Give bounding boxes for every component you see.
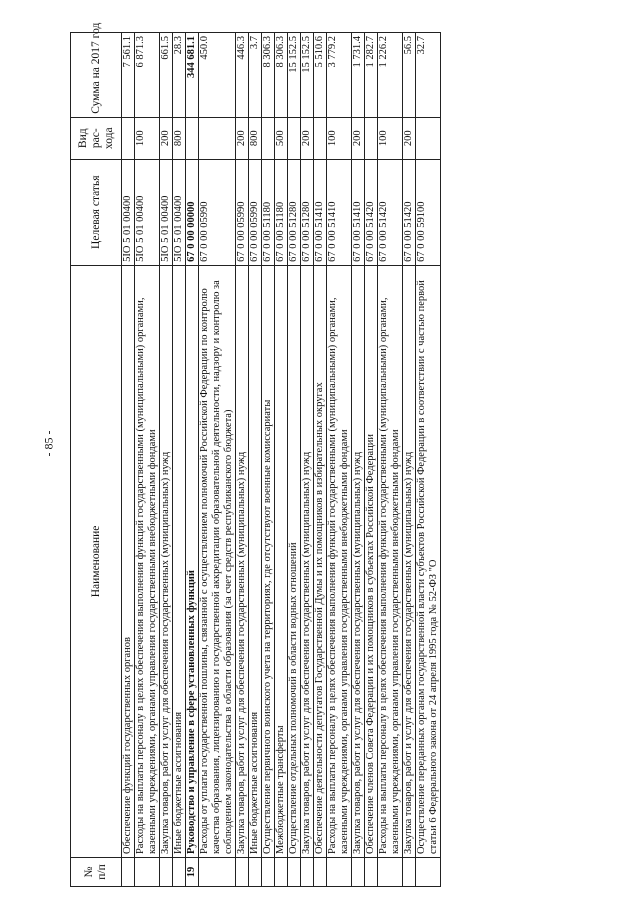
table-row <box>352 33 365 887</box>
cell-name: Обеспечение функций государственных органов <box>122 265 135 857</box>
table-row <box>378 33 403 887</box>
cell-kind: 200 <box>352 117 365 159</box>
table-header-row <box>71 33 122 887</box>
cell-sum: 32.7 <box>416 33 441 118</box>
cell-sum: 6 871.3 <box>135 33 160 118</box>
cell-sum: 8 306.3 <box>275 33 288 118</box>
rotated-page <box>70 22 620 887</box>
cell-kind: 200 <box>301 117 314 159</box>
cell-sum: 15 152.5 <box>301 33 314 118</box>
cell-name: Закупка товаров, работ и услуг для обеспечения государственных (муниципальных) нужд <box>352 265 365 857</box>
cell-sum: 450.0 <box>199 33 236 118</box>
cell-kind: 200 <box>160 117 173 159</box>
cell-name: Обеспечение членов Совета Федерации и их помощников в субъектах Российской Федерации <box>365 265 378 857</box>
cell-name: Закупка товаров, работ и услуг для обеспечения государственных (муниципальных) нужд <box>160 265 173 857</box>
cell-code: 67 0 00 51180 <box>262 159 275 265</box>
cell-kind <box>365 117 378 159</box>
table-row <box>314 33 327 887</box>
cell-sum: 15 152.5 <box>288 33 301 118</box>
cell-kind: 500 <box>275 117 288 159</box>
cell-name: Закупка товаров, работ и услуг для обеспечения государственных (муниципальных) нужд <box>301 265 314 857</box>
header-sum: Сумма на 2017 год <box>71 33 122 118</box>
cell-kind <box>199 117 236 159</box>
cell-num <box>314 858 327 887</box>
cell-sum: 3.7 <box>249 33 262 118</box>
cell-code: 67 0 00 05990 <box>236 159 249 265</box>
cell-sum: 344 681.1 <box>186 33 199 118</box>
budget-table-frame <box>70 22 620 887</box>
cell-code: 67 0 00 51420 <box>403 159 416 265</box>
cell-sum: 28.3 <box>173 33 186 118</box>
cell-code: 5IO 5 01 00400 <box>122 159 135 265</box>
cell-name: Иные бюджетные ассигнования <box>249 265 262 857</box>
cell-num <box>236 858 249 887</box>
header-num: № п/п <box>71 858 122 887</box>
cell-sum: 56.5 <box>403 33 416 118</box>
table-row <box>173 33 186 887</box>
cell-num <box>403 858 416 887</box>
table-row <box>403 33 416 887</box>
cell-kind <box>416 117 441 159</box>
cell-code: 67 0 00 51180 <box>275 159 288 265</box>
table-row <box>365 33 378 887</box>
table-row <box>275 33 288 887</box>
cell-sum: 1 731.4 <box>352 33 365 118</box>
cell-num <box>122 858 135 887</box>
cell-num <box>249 858 262 887</box>
cell-name: Закупка товаров, работ и услуг для обеспечения государственных (муниципальных) нужд <box>236 265 249 857</box>
page-number: - 85 - <box>41 430 56 457</box>
table-row <box>199 33 236 887</box>
cell-name: Иные бюджетные ассигнования <box>173 265 186 857</box>
cell-code: 67 0 00 51410 <box>352 159 365 265</box>
table-row <box>122 33 135 887</box>
table-row <box>327 33 352 887</box>
cell-kind <box>314 117 327 159</box>
cell-sum: 1 282.7 <box>365 33 378 118</box>
cell-code: 67 0 00 51410 <box>314 159 327 265</box>
cell-name: Руководство и управление в сфере установленных функций <box>186 265 199 857</box>
cell-sum: 7 561.1 <box>122 33 135 118</box>
budget-table <box>70 22 441 887</box>
cell-code: 67 0 00 05990 <box>249 159 262 265</box>
cell-name: Расходы от уплаты государственной пошлины, связанной с осуществлением полномочий Российской Федерации по контролю качества образования, лицензированию и государственной аккредитации образовательной деятельности, надзору и контролю за соблюдением законодательства в области образования (за счет средств республиканского бюджета) <box>199 265 236 857</box>
cell-num <box>416 858 441 887</box>
cell-sum: 5 510.6 <box>314 33 327 118</box>
cell-num <box>275 858 288 887</box>
cell-kind: 800 <box>249 117 262 159</box>
table-body <box>122 33 441 887</box>
table-row <box>262 33 275 887</box>
cell-code: 67 0 00 51410 <box>327 159 352 265</box>
cell-kind: 100 <box>378 117 403 159</box>
header-kind: Вид рас-хода <box>71 117 122 159</box>
table-row <box>135 33 160 887</box>
cell-sum: 446.3 <box>236 33 249 118</box>
header-code: Целевая статья <box>71 159 122 265</box>
cell-kind: 200 <box>403 117 416 159</box>
cell-num: 19 <box>186 858 199 887</box>
cell-name: Расходы на выплаты персоналу в целях обеспечения выполнения функций государственными (муниципальными) органами, казенными учреждениями, органами управления государственными внебюджетными фондами <box>135 265 160 857</box>
cell-code: 67 0 00 51280 <box>288 159 301 265</box>
table-row <box>160 33 173 887</box>
table-row <box>301 33 314 887</box>
cell-code: 67 0 00 00000 <box>186 159 199 265</box>
cell-name: Осуществление переданных органам государственной власти субъектов Российской Федерации в соответствии с частью первой статьи 6 Федерального закона от 24 апреля 1995 года № 52-ФЗ "О <box>416 265 441 857</box>
cell-num <box>199 858 236 887</box>
cell-num <box>160 858 173 887</box>
cell-code: 5IO 5 01 00400 <box>160 159 173 265</box>
cell-num <box>352 858 365 887</box>
table-row <box>416 33 441 887</box>
cell-code: 67 0 00 51420 <box>378 159 403 265</box>
cell-code: 67 0 00 05990 <box>199 159 236 265</box>
cell-num <box>378 858 403 887</box>
cell-num <box>327 858 352 887</box>
cell-kind: 100 <box>327 117 352 159</box>
cell-sum: 661.5 <box>160 33 173 118</box>
cell-name: Закупка товаров, работ и услуг для обеспечения государственных (муниципальных) нужд <box>403 265 416 857</box>
cell-sum: 1 226.2 <box>378 33 403 118</box>
cell-name: Расходы на выплаты персоналу в целях обеспечения выполнения функций государственными (муниципальными) органами, казенными учреждениями, органами управления государственными внебюджетными фондами <box>378 265 403 857</box>
cell-kind <box>186 117 199 159</box>
cell-code: 5IO 5 01 00400 <box>135 159 160 265</box>
header-name: Наименование <box>71 265 122 857</box>
table-row <box>186 33 199 887</box>
cell-kind: 200 <box>236 117 249 159</box>
cell-code: 67 0 00 59100 <box>416 159 441 265</box>
cell-kind: 800 <box>173 117 186 159</box>
cell-name: Расходы на выплаты персоналу в целях обеспечения выполнения функций государственными (муниципальными) органами, казенными учреждениями, органами управления государственными внебюджетными фондами <box>327 265 352 857</box>
cell-kind <box>262 117 275 159</box>
cell-name: Осуществление первичного воинского учета на территориях, где отсутствуют военные комиссариаты <box>262 265 275 857</box>
cell-name: Межбюджетные трансферты <box>275 265 288 857</box>
table-row <box>249 33 262 887</box>
cell-name: Осуществление отдельных полномочий в области водных отношений <box>288 265 301 857</box>
cell-num <box>173 858 186 887</box>
cell-sum: 8 306.3 <box>262 33 275 118</box>
cell-name: Обеспечение деятельности депутатов Государственной Думы и их помощников в избирательных округах <box>314 265 327 857</box>
cell-kind: 100 <box>135 117 160 159</box>
cell-num <box>365 858 378 887</box>
cell-code: 67 0 00 51280 <box>301 159 314 265</box>
cell-num <box>135 858 160 887</box>
cell-code: 67 0 00 51420 <box>365 159 378 265</box>
cell-kind <box>122 117 135 159</box>
table-row <box>236 33 249 887</box>
table-row <box>288 33 301 887</box>
cell-kind <box>288 117 301 159</box>
cell-sum: 3 779.2 <box>327 33 352 118</box>
cell-code: 5IO 5 01 00400 <box>173 159 186 265</box>
cell-num <box>262 858 275 887</box>
cell-num <box>288 858 301 887</box>
cell-num <box>301 858 314 887</box>
